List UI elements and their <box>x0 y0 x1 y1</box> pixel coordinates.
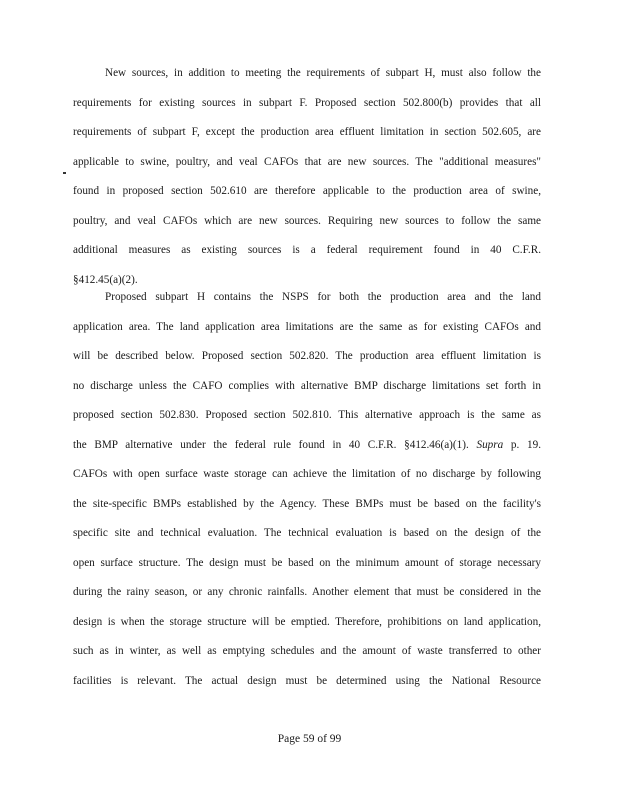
text-line: Proposed subpart H contains the NSPS for both the production area and the land <box>105 291 541 303</box>
text-line: such as in winter, as well as emptying schedules and the amount of waste transferred to other <box>73 645 541 657</box>
paragraph-subpart-h <box>73 290 541 703</box>
text-line: specific site and technical evaluation. The technical evaluation is based on the design of the <box>73 527 541 539</box>
text-line: applicable to swine, poultry, and veal CAFOs that are new sources. The "additional measures" <box>73 155 541 168</box>
paragraph-new-sources <box>73 66 541 302</box>
text-line: no discharge unless the CAFO complies with alternative BMP discharge limitations set forth in <box>73 379 541 392</box>
text-line: requirements of subpart F, except the production area effluent limitation in section 502.605, are <box>73 126 541 138</box>
text-line: §412.45(a)(2). <box>73 273 138 286</box>
text-line: application area. The land application area limitations are the same as for existing CAFOs and <box>73 320 541 333</box>
text-line: found in proposed section 502.610 are therefore applicable to the production area of swine, <box>73 185 541 197</box>
page-number: Page 59 of 99 <box>277 733 342 745</box>
text-line: facilities is relevant. The actual design must be determined using the National Resource <box>73 674 541 687</box>
text-line: open surface structure. The design must be based on the minimum amount of storage necessary <box>73 556 541 569</box>
text-line: CAFOs with open surface waste storage can achieve the limitation of no discharge by following <box>73 468 541 480</box>
text-line: design is when the storage structure will be emptied. Therefore, prohibitions on land application, <box>73 615 541 628</box>
text-line: additional measures as existing sources is a federal requirement found in 40 C.F.R. <box>73 244 541 256</box>
text-line: New sources, in addition to meeting the requirements of subpart H, must also follow the <box>105 67 541 79</box>
text-line: proposed section 502.830. Proposed section 502.810. This alternative approach is the same as <box>73 409 541 421</box>
text-line: poultry, and veal CAFOs which are new sources. Requiring new sources to follow the same <box>73 214 541 227</box>
text-line: the site-specific BMPs established by the Agency. These BMPs must be based on the facility's <box>73 497 541 510</box>
text-line: the BMP alternative under the federal rule found in 40 C.F.R. §412.46(a)(1). Supra p. 19. <box>73 438 542 451</box>
text-line: during the rainy season, or any chronic rainfalls. Another element that must be considered in the <box>73 586 541 598</box>
text-line: will be described below. Proposed section 502.820. The production area effluent limitation is <box>73 350 541 362</box>
text-line: requirements for existing sources in subpart F. Proposed section 502.800(b) provides that all <box>73 96 541 109</box>
scan-artifact <box>63 172 66 174</box>
